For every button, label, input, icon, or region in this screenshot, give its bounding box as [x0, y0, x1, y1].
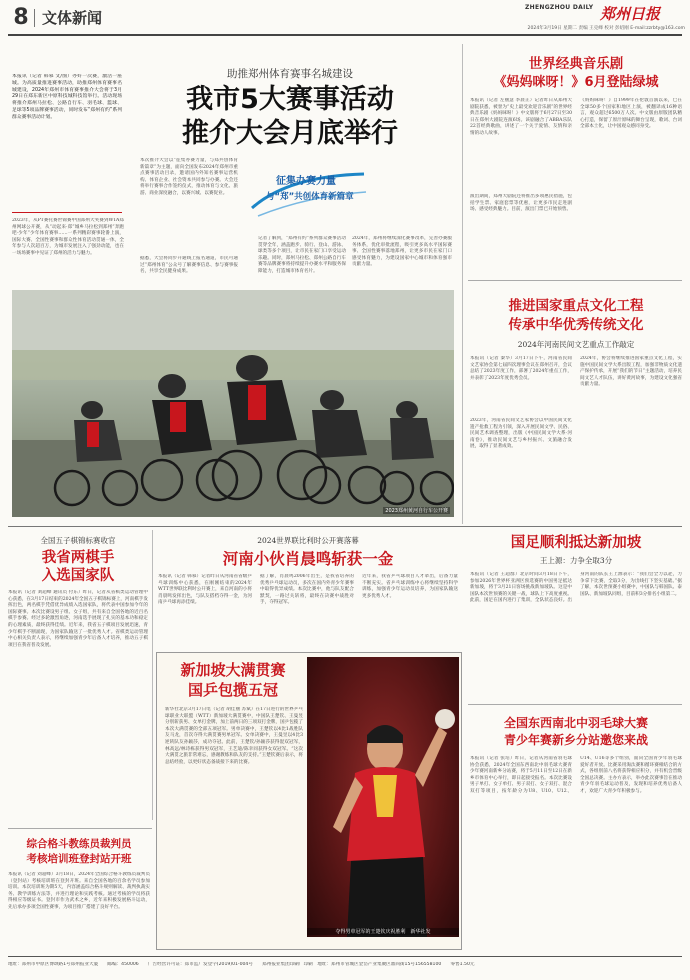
lead-col2: 本次推介大会以“征集办赛力量，与郑共创体育新篇章”为主题，面向全国发布2024年郑州市重点赛事活动目录，邀请国内外知名赛事运营机构、体育企业、社会资本共同参与办赛。大会还将举行赛事合作签约仪式，推动体育与文化、旅游、商业深度融合，以赛兴城、以赛促业。 [140, 158, 238, 196]
music-body1: 本报讯（记者 左丽慧 李晨正）记者昨日从郑州大剧院获悉，被誉为“史上最受欢迎音乐剧”的世界经典音乐剧《妈妈咪呀！》中文版将于6月27日至30日在郑州大剧院连演6场。该剧融合了ABBA乐队22首经典歌曲，讲述了一个关于爱情、友情和亲情的动人故事。 [470, 98, 572, 136]
lead-banner [248, 166, 368, 222]
culture-body2: 2023年，河南省民间文艺家协会以中国民间文化遗产抢救工程为引领，深入开展民间文学、民俗、民间艺术调查整理，出版《中国民间文学大系·河南卷》，推动民间文艺与乡村振兴、文旅融合发展，取得了显著成效。 [470, 418, 572, 450]
music-title-line1: 世界经典音乐剧 [528, 56, 624, 72]
culture-subtitle: 2024年河南民间文艺重点工作敲定 [517, 340, 635, 349]
wtt-body1: 本报讯（记者 韩慕）记者昨日从河南省省级乒乓球训练中心获悉，在刚刚结束的2024年WTT世界联比利时公开赛上，来自河南的小将肖晨鸣发挥出色，与队友搭档夺得一金，为河南乒乓球再添佳绩。 [158, 574, 252, 606]
wtt-kicker: 2024世界联比利时公开赛落幕 [257, 536, 359, 545]
lead-title-line2: 推介大会月底举行 [182, 118, 398, 149]
football-subtitle: 王上源：力争全取3分 [539, 556, 613, 565]
section-title: 文体新闻 [42, 9, 103, 27]
cyclist-photo [12, 290, 454, 517]
football-article [470, 530, 682, 700]
singapore-title-line1: 新加坡大满贯赛 [180, 661, 286, 679]
culture-body1: 本报讯（记者 秦华）3月17日下午，河南省民间文艺家协会第七届四次理事会议在郑州召开，会议总结了2023年度工作，部署了2024年重点工作，并表彰了2023年度优秀会员。 [470, 356, 572, 381]
masthead-en: ZHENGZHOU DAILY [525, 4, 594, 11]
culture-title-line1: 推进国家重点文化工程 [508, 298, 644, 314]
wtt-body3: 近年来，我省乒乓球项目人才辈出，后备力量不断充实。省乒乓球训练中心将继续坚持科学训练，加强青少年运动员培养，为国家队输送更多优秀人才。 [362, 574, 458, 599]
lead-col3: 记者了解到，“郑州有约”系列群众赛事活动贯穿全年，涵盖跑步、骑行、登山、游泳、球类等多个项目，让市民在家门口享受运动乐趣。同时，郑州马拉松、郑州公路自行车赛等品牌赛事将持续提升办赛水平和服务保障能力，打造城市体育名片。 [258, 236, 346, 274]
football-body: 本报讯（记者 王超群）北京时间3月18日下午，参加2026年世界杯亚洲区预选赛的中国男足抵达新加坡，将于3月21日客场挑战新加坡队。这是中国队本次世预赛的关键一战，球队上下高度重视。此前，国足在国内进行了集训，全队状态良好。出身河南的队长王上源表示：“我们会全力以赴，力争拿下比赛，全取3分，为出线打下坚实基础。”据了解，本次世预赛小组赛中，中国队与韩国队、泰国队、新加坡队同组，目前积3分排名小组第二。 [470, 572, 682, 604]
culture-body3: 2024年，协会将继续推进国家重点文化工程，实施中国民间文学大系出版工程，加强非物质文化遗产保护传承，开展“我们的节日”主题活动，培养民间文艺人才队伍，讲好黄河故事，为建设文化强省贡献力量。 [580, 356, 682, 388]
lead-title-line1: 我市5大赛事活动 [186, 84, 394, 115]
singapore-article [156, 652, 462, 950]
chess-title-line1: 我省两棋手 [41, 550, 115, 566]
chess-title-line2: 入选国家队 [41, 568, 115, 584]
music-title-line2: 《妈妈咪呀！》6月登陆绿城 [493, 75, 659, 90]
coach-title-line1: 综合格斗教练员裁判员 [26, 838, 132, 850]
lead-kicker: 助推郑州体育赛事名城建设 [227, 68, 353, 80]
singapore-body: 新华社北京3月17日电（记者 胡佳丽 苏斌）在17日进行的世界乒乓球职业大联盟（WTT）新加坡大满贯赛中，中国队王楚钦、王曼昱分别斩获男、女单打金牌，加上前两日的三项双打金牌，国乒包揽了本次大满贯赛的全部五项冠军。男单决赛中，王楚钦以4比1战胜队友马龙，首次夺得大满贯赛男单冠军。女单决赛中，王曼昱以4比3逆转队友孙颖莎，成功夺冠。此前，王楚钦/孙颖莎获得混双冠军，林高远/林诗栋获得男双冠军，王艺迪/陈幸同获得女双冠军。“这次大满贯之旅非常难忘，感谢教练和队友的支持。”王楚钦赛后表示，将总结经验，以更好状态备战接下来的比赛。 [165, 707, 303, 765]
lead-summary: 本报讯（记者 韩慕 文/图）办好一次赛，激活一座城。为高质量推进赛事活动，助推郑州体育赛事名城建设，2024年郑州市体育赛事推介大会将于3月29日在郑东新区中原科技城科技馆举行。活动现场将推介郑州马拉松、公路自行车、羽毛球、篮球、足球等5项品牌赛事活动，同时发布“郑州有约”系列群众赛事活动计划。 [12, 74, 122, 120]
coach-title-line2: 考核培训班登封站开班 [26, 853, 132, 865]
singapore-photo-caption: 夺得男单冠军的王楚钦庆祝胜利 新华社发 [307, 928, 459, 935]
photo-credit: 2023郑州黄河自行车公开赛 [385, 508, 448, 514]
lead-col4: 2024年，郑州将继续深化赛事改革，完善办赛服务体系，优化审批流程，吸引更多高水平国际赛事、全国性赛事落地郑州，让更多市民在家门口感受体育魅力，为建设国家中心城市和体育强市贡献力量。 [352, 236, 452, 268]
culture-title-line2: 传承中华优秀传统文化 [508, 317, 644, 333]
lead-article [0, 40, 460, 520]
footer-text: 地址：郑州市中原区博颂路1号郑州报业大厦 邮编：450006 广告经营许可证：郑市监广发登字(2019)01-004号 郑州报业集团印刷厂印刷 地址：郑州市管城区金岱产业集聚区鼎尚街15号156558100 零售1.50元 [8, 962, 475, 967]
wtt-title: 河南小伙肖晨鸣斩获一金 [222, 550, 394, 568]
banner-line1: 征集办赛力量 [276, 176, 336, 187]
lead-col5: 据悉，大会将同步开通线上报名通道，市民可通过“郑州体育”公众号了解赛事信息、参与赛事报名，共享全民健身成果。 [140, 256, 238, 275]
music-body2: 《妈妈咪呀！》自1999年在伦敦首演以来，已在全球50多个国家和地区上演，被翻译成16种语言，观众超过6500万人次。中文版由原版团队精心打造，保留了原汁原味的舞台呈现，歌词、台词全部本土化，让中国观众感同身受。 [580, 98, 682, 130]
badminton-body: 本报讯（记者 张培）昨日，记者从河南省羽毛球协会获悉，2024年全国东西南北中羽毛球大赛青少年赛河南新乡分站赛，将于5月11日至12日在新乡市体育中心举行，即日起接受报名。本次比赛设男子单打、女子单打、男子双打、女子双打、混合双打等项目，按年龄分为U8、U10、U12、U14、U16等多个组别，面向全国青少年羽毛球爱好者开放。比赛采用淘汰赛和循环赛相结合的方式，各组别前八名将获得相应积分，并有机会晋级全国总决赛。主办方表示，举办此次赛事旨在推动青少年羽毛球运动普及，发现和培养优秀后备人才，欢迎广大青少年积极参与。 [470, 756, 682, 794]
chess-body: 本报讯（记者 刘超峰 通讯员 付东）昨日，记者从省棋类运动管理中心获悉，在3月17日结束的2024年全国五子棋锦标赛上，河南棋手发挥出色，两名棋手凭借优异成绩入选国家队，将代表中国参加今年的国际赛事。本次比赛设男子组、女子组，共有来自全国各地的近百名棋手参赛。经过多轮激烈角逐，河南选手展现了扎实的基本功和稳定的心理素质，最终获得佳绩。近年来，我省五子棋项目发展迅速，青少年棋手不断涌现，为国家队输送了一批优秀人才。省棋类运动管理中心相关负责人表示，将继续加强青少年后备人才培养，推动五子棋项目在我省普及发展。 [8, 590, 148, 648]
badminton-article [470, 708, 682, 952]
date-line: 2024年3月19日 星期二 责编 王克峰 校对 彭绍刚 E-mail:zzrbty@163.com [527, 26, 685, 31]
badminton-title-line2: 青少年赛新乡分站邀您来战 [503, 733, 648, 747]
wtt-article [158, 530, 458, 650]
masthead-logo: 郑州日报 [600, 5, 661, 23]
football-title: 国足顺利抵达新加坡 [510, 535, 642, 551]
banner-line2: 与“郑”共创体育新篇章 [266, 192, 354, 202]
wtt-body2: 据了解，肖晨鸣2006年出生，是我省培养的优秀乒乓球运动员，多次在国内外青少年赛事中取得优异成绩。本次比赛中，他与队友配合默契，一路过关斩将，最终在决赛中战胜对手，夺得冠军。 [260, 574, 354, 606]
singapore-title-line2: 国乒包揽五冠 [187, 681, 278, 699]
music-body3: 演出期间，郑州大剧院还将推出多项惠民措施，包括学生票、家庭套票等优惠，让更多市民走进剧场、感受经典魅力。目前，演出门票已开始预售。 [470, 194, 572, 213]
table-tennis-photo [307, 657, 459, 937]
culture-article [470, 284, 682, 524]
music-article [470, 44, 682, 276]
chess-article [8, 530, 148, 826]
header [0, 0, 690, 40]
badminton-title-line1: 全国东西南北中羽毛球大赛 [503, 716, 648, 730]
page-number: 8 [13, 5, 29, 30]
coach-article [8, 832, 150, 952]
coach-body: 本报讯（记者 刘超峰）3月18日，2024年全国综合格斗教练员裁判员（登封站）考核培训班在登封开班。来自全国各地的百余名学员参加培训。本次培训班为期5天，内容涵盖综合格斗规则解读、裁判执裁实务、教学训练方法等，并进行理论和实践考核。通过考核的学员将获得相应等级证书。登封市作为武术之乡，近年来积极发展格斗运动，先后承办多项全国性赛事，为项目推广搭建了良好平台。 [8, 872, 150, 910]
chess-kicker: 全国五子棋锦标赛收官 [40, 536, 116, 545]
lead-col1: 2023年，从PT赛托赛世锦赛中国郑州大奖赛到WTA郑州网球公开赛，从“动起来·郑”城乡马拉松到郑州“奔跑吧·少年”少年体育赛事……一系列精彩赛事轮番上演，国际大赛、全国性赛事和群众性体育活动贯通一体，全年参与人次超百万，为城市发展注入了强劲动能，也在一场场赛事中见证了郑州的活力与魅力。 [12, 218, 124, 256]
